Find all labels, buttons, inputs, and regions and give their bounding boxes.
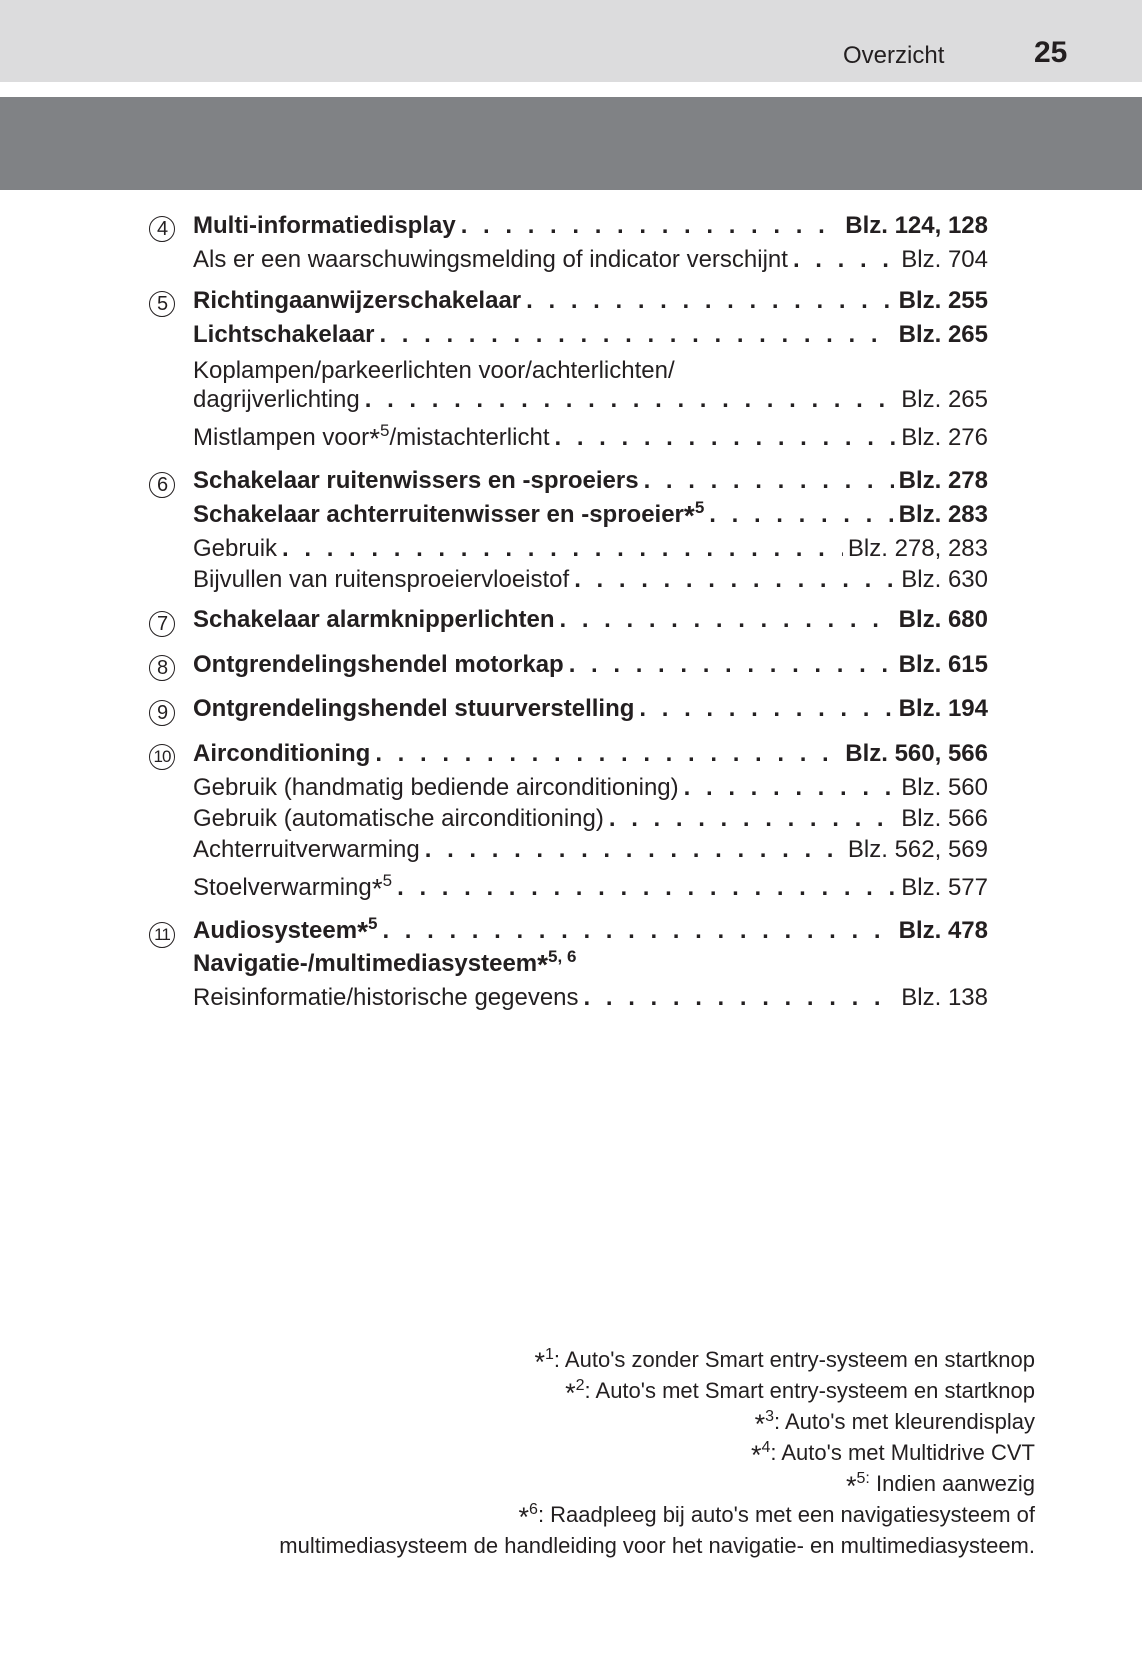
entry-alarmknipperlichten: Schakelaar alarmknipperlichten . . . Blz. 680 xyxy=(193,606,988,638)
section-title: Overzicht xyxy=(843,42,945,69)
entry-airconditioning: Airconditioning . . . Blz. 560, 566 xyxy=(193,740,988,772)
callout-number-7: 7 xyxy=(149,611,175,637)
footnote-2: *$^2$: Auto's met Smart entry-systeem en startknop xyxy=(565,1377,1035,1408)
page-ref: Blz. 255 xyxy=(898,287,988,314)
page-ref: Blz. 615 xyxy=(898,651,988,678)
entry-navigatie-multimedia: Navigatie-/multimediasysteem*$^{5, 6}$ xyxy=(193,947,577,980)
entry-reisinformatie: Reisinformatie/historische gegevens . . . Blz. 138 xyxy=(193,984,988,1016)
page-ref: Blz. 124, 128 xyxy=(845,212,988,239)
entry-multi-informatiedisplay: Multi-informatiedisplay . . . Blz. 124, 128 xyxy=(193,212,988,244)
entry-mistlampen: Mistlampen voor*$^5$/mistachterlicht . . . Blz. 276 xyxy=(193,424,988,456)
header-band xyxy=(0,0,1142,82)
callout-number-6: 6 xyxy=(149,472,175,498)
footnote-1: *$^1$: Auto's zonder Smart entry-systeem en startknop xyxy=(534,1346,1035,1377)
page-ref: Blz. 704 xyxy=(901,246,988,273)
footnote-4: *$^4$: Auto's met Multidrive CVT xyxy=(750,1439,1035,1470)
entry-achterruitverwarming: Achterruitverwarming . . . Blz. 562, 569 xyxy=(193,836,988,868)
page-ref: Blz. 265 xyxy=(901,386,988,413)
entry-ruitenwissers: Schakelaar ruitenwissers en -sproeiers . . . Blz. 278 xyxy=(193,467,988,499)
page-ref: Blz. 577 xyxy=(901,874,988,901)
page-ref: Blz. 630 xyxy=(901,566,988,593)
footnote-3: *$^3$: Auto's met kleurendisplay xyxy=(754,1408,1035,1439)
page-ref: Blz. 680 xyxy=(898,606,988,633)
callout-number-8: 8 xyxy=(149,655,175,681)
entry-gebruik-wissers: Gebruik . . . Blz. 278, 283 xyxy=(193,535,988,567)
page-ref: Blz. 283 xyxy=(898,501,988,528)
page-ref: Blz. 278 xyxy=(898,467,988,494)
callout-number-9: 9 xyxy=(149,700,175,726)
page-ref: Blz. 560 xyxy=(901,774,988,801)
entry-audiosysteem: Audiosysteem*$^5$ . . . Blz. 478 xyxy=(193,917,988,949)
page-ref: Blz. 278, 283 xyxy=(847,535,988,562)
page-ref: Blz. 478 xyxy=(898,917,988,944)
entry-koplampen-line: Koplampen/parkeerlichten voor/achterlichten/ xyxy=(193,357,675,384)
title-band xyxy=(0,97,1142,190)
page-number: 25 xyxy=(1034,36,1068,69)
page-ref: Blz. 276 xyxy=(901,424,988,451)
footnote-5: *$^{5:}$ Indien aanwezig xyxy=(846,1470,1035,1501)
page-ref: Blz. 138 xyxy=(901,984,988,1011)
entry-warning-message: Als er een waarschuwingsmelding of indicator verschijnt . . . Blz. 704 xyxy=(193,246,988,278)
entry-automatische-airco: Gebruik (automatische airconditioning) . . . Blz. 566 xyxy=(193,805,988,837)
page-ref: Blz. 566 xyxy=(901,805,988,832)
entry-stuurverstelling: Ontgrendelingshendel stuurverstelling . . . Blz. 194 xyxy=(193,695,988,727)
footnote-6-continued: multimediasysteem de handleiding voor het navigatie- en multimediasysteem. xyxy=(279,1533,1035,1558)
callout-number-4: 4 xyxy=(149,216,175,242)
footnote-6: *$^6$: Raadpleeg bij auto's met een navigatiesysteem of xyxy=(518,1501,1035,1532)
callout-number-11: 11 xyxy=(149,922,175,948)
entry-lichtschakelaar: Lichtschakelaar . . . Blz. 265 xyxy=(193,321,988,353)
callout-number-10: 10 xyxy=(149,744,175,770)
page-ref: Blz. 265 xyxy=(898,321,988,348)
page-ref: Blz. 560, 566 xyxy=(845,740,988,767)
entry-stoelverwarming: Stoelverwarming*$^5$ . . . Blz. 577 xyxy=(193,874,988,906)
entry-achterruitenwisser: Schakelaar achterruitenwisser en -sproeier*$^5$ . . . Blz. 283 xyxy=(193,501,988,533)
page-ref: Blz. 194 xyxy=(898,695,988,722)
entry-ruitensproeiervloeistof: Bijvullen van ruitensproeiervloeistof . . . Blz. 630 xyxy=(193,566,988,598)
callout-number-5: 5 xyxy=(149,291,175,317)
entry-richtingaanwijzerschakelaar: Richtingaanwijzerschakelaar . . . Blz. 255 xyxy=(193,287,988,319)
entry-motorkap: Ontgrendelingshendel motorkap . . . Blz. 615 xyxy=(193,651,988,683)
page-ref: Blz. 562, 569 xyxy=(847,836,988,863)
entry-dagrijverlichting: dagrijverlichting . . . Blz. 265 xyxy=(193,386,988,418)
entry-handmatige-airco: Gebruik (handmatig bediende airconditioning) . . . Blz. 560 xyxy=(193,774,988,806)
